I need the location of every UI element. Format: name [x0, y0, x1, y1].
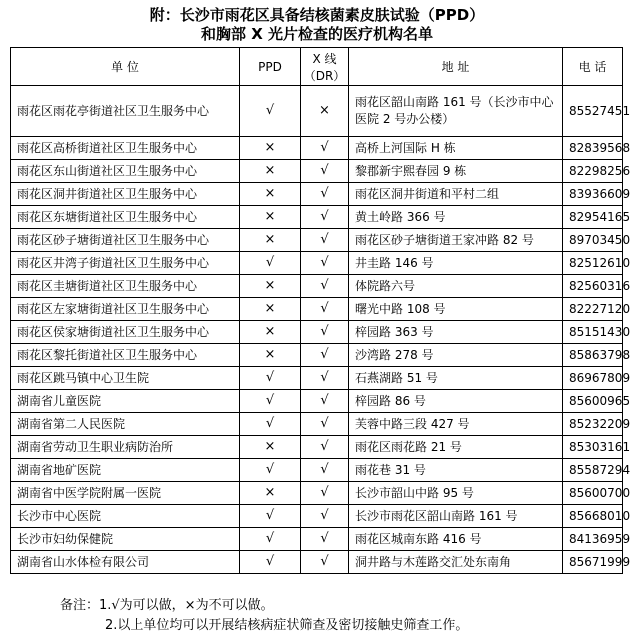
xray-mark-cell: √: [301, 551, 349, 574]
table-row: [11, 321, 623, 344]
unit-cell: 湖南省劳动卫生职业病防治所: [11, 436, 240, 459]
ppd-mark-cell: √: [240, 367, 301, 390]
document-title-line2: 和胸部 X 光片检查的医疗机构名单: [200, 25, 433, 43]
header-xray-line2: （DR）: [303, 68, 346, 83]
notes: [60, 596, 468, 636]
address-cell: 体院路六号: [349, 275, 563, 298]
table-row: [11, 551, 623, 574]
address-cell: 雨花区洞井街道和平村二组: [349, 183, 563, 206]
table-row: [11, 86, 623, 137]
table-row: [11, 390, 623, 413]
phone-cell: 89703450: [563, 229, 623, 252]
header-ppd: PPD: [240, 48, 301, 86]
xray-mark-cell: √: [301, 436, 349, 459]
table-row: [11, 252, 623, 275]
table-row: [11, 459, 623, 482]
phone-cell: 82839568: [563, 137, 623, 160]
unit-cell: 长沙市中心医院: [11, 505, 240, 528]
unit-cell: 雨花区井湾子街道社区卫生服务中心: [11, 252, 240, 275]
address-cell: 高桥上河国际 H 栋: [349, 137, 563, 160]
phone-cell: 85527451: [563, 86, 623, 137]
address-cell: 雨花区城南东路 416 号: [349, 528, 563, 551]
address-cell: 雨花区韶山南路 161 号（长沙市中心医院 2 号办公楼）: [349, 86, 563, 137]
xray-mark-cell: √: [301, 298, 349, 321]
unit-cell: 湖南省中医学院附属一医院: [11, 482, 240, 505]
unit-cell: 雨花区雨花亭街道社区卫生服务中心: [11, 86, 240, 137]
table-row: [11, 367, 623, 390]
table-row: [11, 298, 623, 321]
unit-cell: 雨花区黎托街道社区卫生服务中心: [11, 344, 240, 367]
table-row: [11, 137, 623, 160]
address-cell: 黎郡新宇熙春园 9 栋: [349, 160, 563, 183]
phone-cell: 84136959: [563, 528, 623, 551]
table-row: [11, 229, 623, 252]
unit-cell: 湖南省山水体检有限公司: [11, 551, 240, 574]
phone-cell: 82560316: [563, 275, 623, 298]
xray-mark-cell: √: [301, 367, 349, 390]
ppd-mark-cell: √: [240, 505, 301, 528]
ppd-mark-cell: ×: [240, 206, 301, 229]
table-row: [11, 413, 623, 436]
xray-mark-cell: √: [301, 482, 349, 505]
xray-mark-cell: √: [301, 137, 349, 160]
xray-mark-cell: √: [301, 321, 349, 344]
phone-cell: 85303161: [563, 436, 623, 459]
phone-cell: 85671999: [563, 551, 623, 574]
ppd-mark-cell: ×: [240, 482, 301, 505]
unit-cell: 雨花区高桥街道社区卫生服务中心: [11, 137, 240, 160]
ppd-mark-cell: √: [240, 551, 301, 574]
ppd-mark-cell: ×: [240, 229, 301, 252]
phone-cell: 85863798: [563, 344, 623, 367]
xray-mark-cell: ×: [301, 86, 349, 137]
table-row: [11, 436, 623, 459]
phone-cell: 82954165: [563, 206, 623, 229]
phone-cell: 85587294: [563, 459, 623, 482]
ppd-mark-cell: √: [240, 390, 301, 413]
address-cell: 长沙市雨花区韶山南路 161 号: [349, 505, 563, 528]
address-cell: 井圭路 146 号: [349, 252, 563, 275]
unit-cell: 雨花区东塘街道社区卫生服务中心: [11, 206, 240, 229]
xray-mark-cell: √: [301, 344, 349, 367]
address-cell: 雨花区砂子塘街道王家冲路 82 号: [349, 229, 563, 252]
phone-cell: 85600700: [563, 482, 623, 505]
phone-cell: 86967809: [563, 367, 623, 390]
unit-cell: 雨花区洞井街道社区卫生服务中心: [11, 183, 240, 206]
unit-cell: 雨花区左家塘街道社区卫生服务中心: [11, 298, 240, 321]
phone-cell: 83936609: [563, 183, 623, 206]
unit-cell: 湖南省儿童医院: [11, 390, 240, 413]
header-xray: [301, 48, 349, 86]
ppd-mark-cell: √: [240, 252, 301, 275]
xray-mark-cell: √: [301, 229, 349, 252]
address-cell: 曙光中路 108 号: [349, 298, 563, 321]
xray-mark-cell: √: [301, 252, 349, 275]
header-address: 地 址: [349, 48, 563, 86]
address-cell: 沙湾路 278 号: [349, 344, 563, 367]
ppd-mark-cell: ×: [240, 183, 301, 206]
phone-cell: 85668010: [563, 505, 623, 528]
table-header-row: [11, 48, 623, 86]
table-row: [11, 344, 623, 367]
note-line-1: 备注：1.√为可以做，×为不可以做。: [60, 598, 274, 613]
ppd-mark-cell: √: [240, 528, 301, 551]
table-row: [11, 275, 623, 298]
institution-table: [10, 47, 631, 574]
address-cell: 梓园路 363 号: [349, 321, 563, 344]
xray-mark-cell: √: [301, 528, 349, 551]
unit-cell: 雨花区砂子塘街道社区卫生服务中心: [11, 229, 240, 252]
unit-cell: 湖南省第二人民医院: [11, 413, 240, 436]
phone-cell: 82298256: [563, 160, 623, 183]
phone-cell: 85600965: [563, 390, 623, 413]
ppd-mark-cell: ×: [240, 298, 301, 321]
address-cell: 长沙市韶山中路 95 号: [349, 482, 563, 505]
table-row: [11, 160, 623, 183]
ppd-mark-cell: √: [240, 86, 301, 137]
table-row: [11, 505, 623, 528]
ppd-mark-cell: √: [240, 413, 301, 436]
address-cell: 芙蓉中路三段 427 号: [349, 413, 563, 436]
xray-mark-cell: √: [301, 459, 349, 482]
unit-cell: 雨花区跳马镇中心卫生院: [11, 367, 240, 390]
unit-cell: 雨花区侯家塘街道社区卫生服务中心: [11, 321, 240, 344]
table-row: [11, 528, 623, 551]
address-cell: 雨花区雨花路 21 号: [349, 436, 563, 459]
xray-mark-cell: √: [301, 390, 349, 413]
ppd-mark-cell: ×: [240, 344, 301, 367]
ppd-mark-cell: ×: [240, 321, 301, 344]
ppd-mark-cell: ×: [240, 436, 301, 459]
address-cell: 洞井路与木莲路交汇处东南角: [349, 551, 563, 574]
table-row: [11, 206, 623, 229]
address-cell: 黄土岭路 366 号: [349, 206, 563, 229]
table-body: [11, 86, 631, 574]
phone-cell: 85151430: [563, 321, 623, 344]
unit-cell: 湖南省地矿医院: [11, 459, 240, 482]
unit-cell: 雨花区圭塘街道社区卫生服务中心: [11, 275, 240, 298]
xray-mark-cell: √: [301, 183, 349, 206]
xray-mark-cell: √: [301, 413, 349, 436]
ppd-mark-cell: ×: [240, 137, 301, 160]
header-unit: 单 位: [11, 48, 240, 86]
table-row: [11, 482, 623, 505]
address-cell: 雨花巷 31 号: [349, 459, 563, 482]
table-row: [11, 183, 623, 206]
unit-cell: 长沙市妇幼保健院: [11, 528, 240, 551]
ppd-mark-cell: √: [240, 459, 301, 482]
header-phone: 电 话: [563, 48, 623, 86]
xray-mark-cell: √: [301, 160, 349, 183]
phone-cell: 82512610: [563, 252, 623, 275]
header-xray-line1: X 线: [312, 51, 337, 66]
note-line-2: 2.以上单位均可以开展结核病症状筛查及密切接触史筛查工作。: [105, 618, 469, 633]
ppd-mark-cell: ×: [240, 275, 301, 298]
address-cell: 梓园路 86 号: [349, 390, 563, 413]
xray-mark-cell: √: [301, 206, 349, 229]
address-cell: 石燕湖路 51 号: [349, 367, 563, 390]
ppd-mark-cell: ×: [240, 160, 301, 183]
xray-mark-cell: √: [301, 505, 349, 528]
phone-cell: 85232209: [563, 413, 623, 436]
phone-cell: 82227120: [563, 298, 623, 321]
unit-cell: 雨花区东山街道社区卫生服务中心: [11, 160, 240, 183]
document-title-line1: 附：长沙市雨花区具备结核菌素皮肤试验（PPD）: [149, 6, 485, 24]
xray-mark-cell: √: [301, 275, 349, 298]
